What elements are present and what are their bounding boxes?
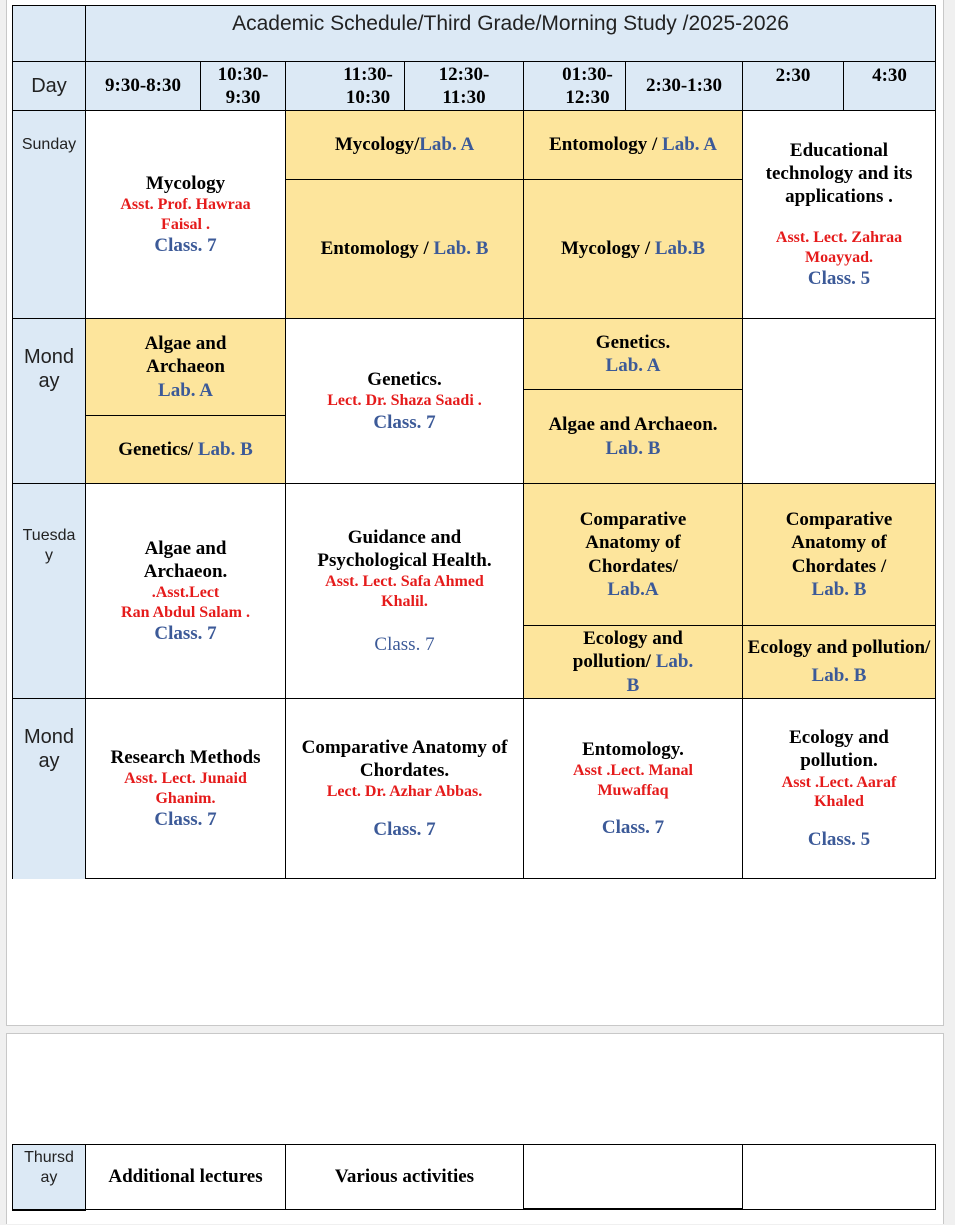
course-title: Algae and Archaeon.	[143, 537, 228, 582]
course-title-line	[528, 627, 738, 697]
monday-empty-cell	[742, 318, 936, 484]
corner-cell	[12, 5, 86, 62]
course-title: Research Methods	[110, 746, 261, 768]
thursday-empty-cell-2	[742, 1144, 936, 1210]
day-label-monday-2: Mond ay	[12, 698, 86, 879]
lab-label: Lab.B	[654, 238, 706, 260]
period-header-8: 4:30	[843, 61, 936, 111]
sunday-mycology-class	[85, 110, 286, 319]
thursday-various-activities: Various activities	[285, 1144, 524, 1210]
tuesday-algae-class	[85, 483, 286, 699]
lecturer-name: Lect. Dr. Azhar Abbas.	[326, 783, 483, 801]
sunday-mycology-lab-a	[285, 110, 524, 180]
lecturer-name: Asst. Lect. Safa Ahmed Khalil.	[325, 573, 484, 610]
course-title: Comparative Anatomy of Chordates/	[579, 509, 687, 577]
lecturer-name: Asst. Lect. Junaid Ghanim.	[124, 769, 247, 807]
lecturer-name: Lect. Dr. Shaza Saadi .	[327, 392, 482, 410]
thursday-empty-cell-1	[523, 1144, 743, 1210]
course-title: Entomology /	[320, 238, 434, 260]
sunday-mycology-lab-b	[523, 179, 743, 319]
monday-genetics-class	[285, 318, 524, 484]
room-label: Class. 7	[154, 623, 217, 645]
course-title: Entomology.	[582, 738, 684, 760]
monday2-ecology-class	[742, 698, 936, 879]
course-title: Genetics/	[118, 438, 198, 460]
course-title: Entomology /	[549, 134, 663, 156]
monday2-research-class	[85, 698, 286, 879]
course-title: Mycology /	[560, 238, 655, 260]
course-title: Comparative Anatomy of Chordates.	[301, 736, 508, 782]
course-title: Comparative Anatomy of Chordates /	[785, 509, 893, 577]
tuesday-ecology-lab-b-1	[523, 625, 743, 699]
period-header-2: 10:30- 9:30	[200, 61, 286, 111]
room-label: Class. 7	[373, 818, 436, 840]
sunday-entomology-lab-b	[285, 179, 524, 319]
tuesday-anatomy-lab-b	[742, 483, 936, 626]
day-label-monday: Mond ay	[12, 318, 86, 484]
lab-label: Lab. B	[197, 438, 253, 460]
monday2-entomology-class	[523, 698, 743, 879]
monday-algae-lab-a	[85, 318, 286, 416]
sunday-edu-tech-class	[742, 110, 936, 319]
lab-label: Lab. A	[419, 134, 475, 156]
day-label-tuesday: Tuesda y	[12, 483, 86, 699]
course-title: Guidance and Psychological Health.	[317, 526, 492, 571]
room-label: Class. 7	[374, 634, 435, 656]
period-header-4: 12:30- 11:30	[404, 61, 524, 111]
course-title: Mycology	[145, 172, 226, 194]
course-title: Mycology/	[334, 134, 420, 156]
lab-label: Lab.A	[607, 578, 659, 600]
sunday-entomology-lab-a	[523, 110, 743, 180]
tuesday-ecology-lab-b-2	[742, 625, 936, 699]
period-header-3: 11:30- 10:30	[285, 61, 405, 111]
lab-label: Lab. B	[811, 665, 867, 686]
tuesday-anatomy-lab-a	[523, 483, 743, 626]
lecturer-name: Asst .Lect. Manal Muwaffaq	[573, 761, 693, 799]
monday-genetics-lab-b	[85, 415, 286, 484]
course-title: Algae and Archaeon	[144, 333, 227, 378]
room-label: Class. 7	[154, 235, 217, 257]
lecturer-name: Asst. Lect. Zahraa Moayyad.	[775, 229, 903, 266]
schedule-title: Academic Schedule/Third Grade/Morning Study /2025-2026	[85, 5, 936, 62]
room-label: Class. 7	[601, 817, 665, 839]
day-header	[12, 61, 86, 111]
day-label-sunday: Sunday	[12, 110, 86, 319]
course-title: Genetics.	[595, 331, 671, 353]
monday2-anatomy-class	[285, 698, 524, 879]
monday-genetics-lab-a	[523, 318, 743, 390]
course-title: Algae and Archaeon.	[548, 414, 718, 436]
room-label: Class. 7	[373, 411, 436, 433]
thursday-additional-lectures: Additional lectures	[85, 1144, 286, 1210]
room-label: Class. 7	[154, 809, 217, 831]
period-header-1: 9:30-8:30	[85, 61, 201, 111]
lab-label: Lab. B	[626, 651, 694, 696]
tuesday-guidance-class	[285, 483, 524, 699]
day-header-label: Day	[31, 74, 67, 97]
room-label: Class. 5	[807, 828, 871, 850]
lecturer-name: .Asst.Lect Ran Abdul Salam .	[121, 584, 250, 621]
day-label-thursday: Thursd ay	[12, 1144, 86, 1211]
lab-label: Lab. A	[662, 134, 717, 156]
course-title: Educational technology and its applications .	[765, 139, 913, 207]
course-title: Genetics.	[367, 369, 442, 391]
course-title: Ecology and pollution.	[789, 727, 889, 772]
lab-label: Lab. B	[605, 437, 661, 459]
lecturer-name: Asst. Prof. Hawraa Faisal .	[120, 195, 251, 233]
period-header-6: 2:30-1:30	[625, 61, 743, 111]
lab-label: Lab. B	[811, 578, 867, 600]
course-title: Ecology and pollution/	[572, 628, 683, 673]
lab-label: Lab. A	[605, 355, 661, 376]
period-header-7: 2:30	[742, 61, 844, 111]
period-header-5: 01:30- 12:30	[523, 61, 626, 111]
course-title: Ecology and pollution/	[747, 637, 931, 659]
monday-algae-lab-b	[523, 389, 743, 484]
course-title-line	[747, 634, 931, 689]
room-label: Class. 5	[807, 268, 871, 290]
lecturer-name: Asst .Lect. Aaraf Khaled	[781, 773, 897, 811]
lab-label: Lab. B	[433, 238, 489, 260]
lab-label: Lab. A	[158, 379, 213, 401]
